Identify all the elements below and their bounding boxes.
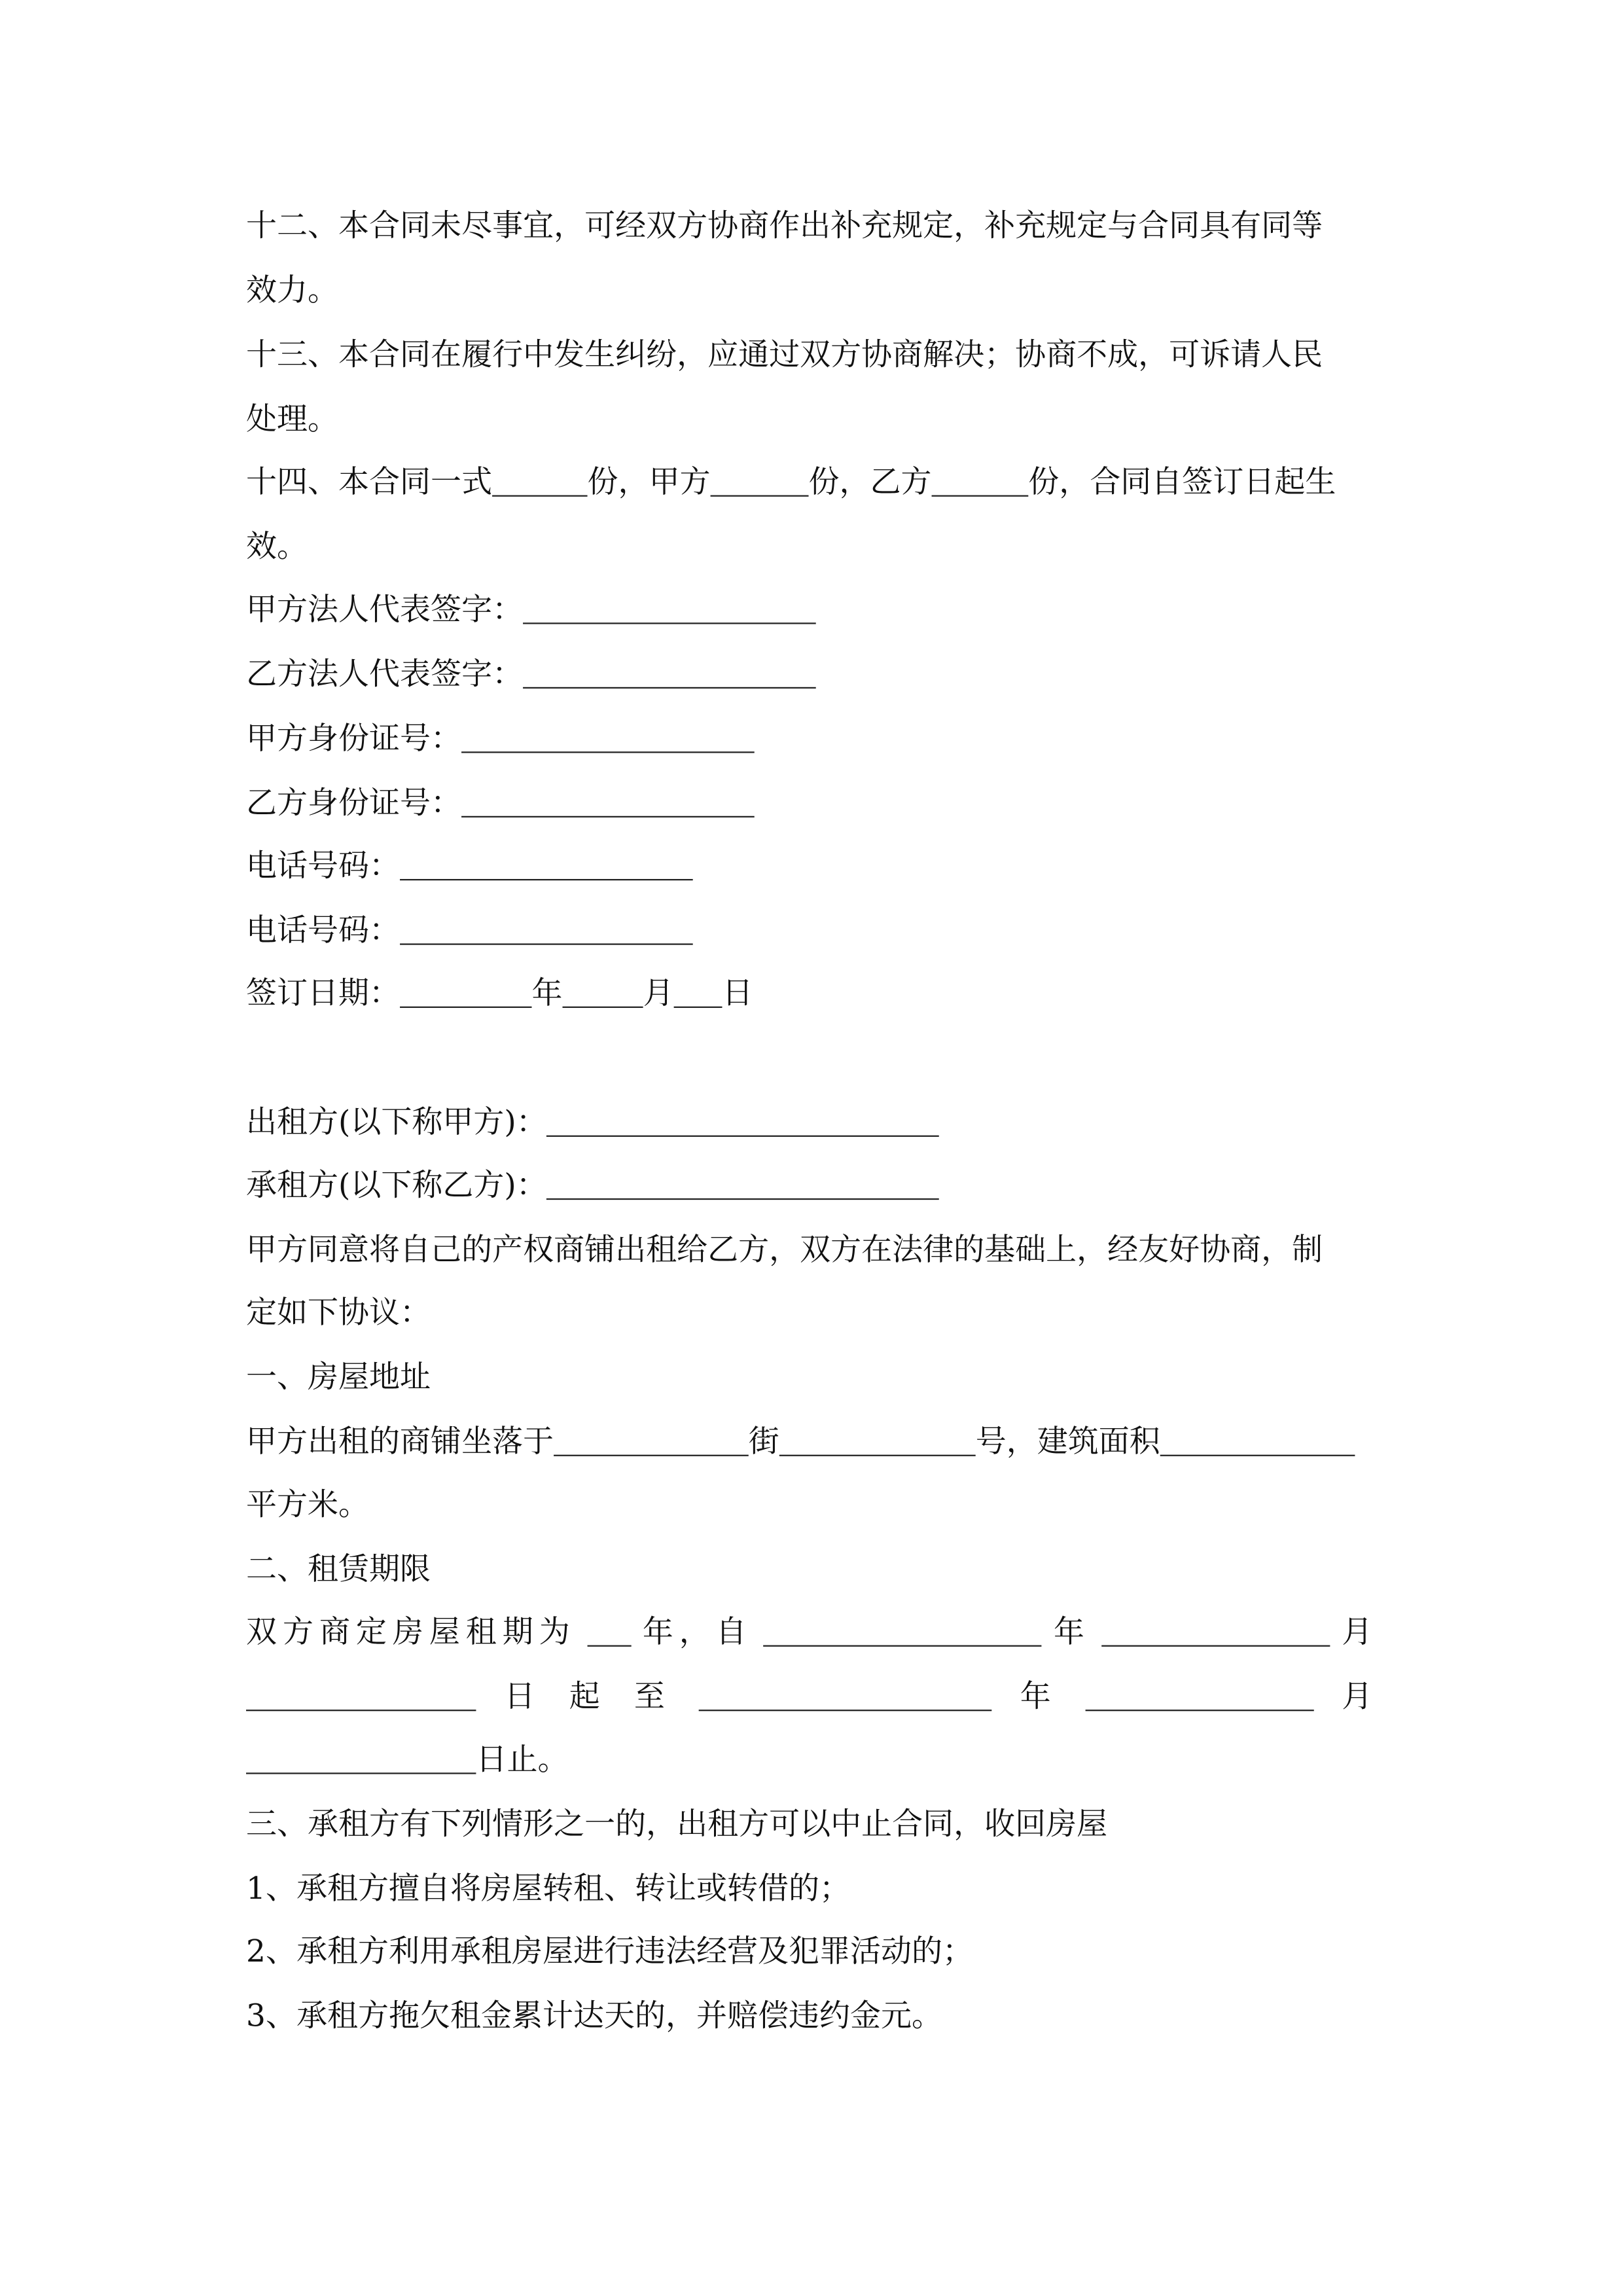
text-line xyxy=(246,974,753,1012)
fill-in-blank[interactable] xyxy=(547,1103,940,1136)
text-line xyxy=(246,207,1323,245)
line-text: 街 xyxy=(748,1424,779,1460)
text-line xyxy=(246,1230,1323,1268)
text-line xyxy=(246,1677,1378,1715)
line-text: 号，建筑面积 xyxy=(975,1424,1160,1460)
line-text: 份，乙方 xyxy=(808,464,932,500)
line-text: 效。 xyxy=(246,529,308,564)
text-line xyxy=(246,719,755,757)
line-text: 一、房屋地址 xyxy=(246,1359,431,1395)
line-text: 2、承租方利用承租房屋进行违法经营及犯罪活动的； xyxy=(246,1933,974,1969)
text-line xyxy=(246,911,693,949)
line-text: 年 xyxy=(1020,1679,1057,1714)
line-text: 至 xyxy=(633,1679,671,1714)
line-text: 年，自 xyxy=(642,1614,753,1650)
line-text: 出租方(以下称甲方)： xyxy=(246,1104,547,1140)
line-text: 甲方身份证号： xyxy=(246,721,462,756)
text-line xyxy=(246,1358,431,1396)
line-text: 起 xyxy=(569,1679,606,1714)
text-line xyxy=(246,1740,568,1778)
text-line xyxy=(246,528,308,565)
fill-in-blank[interactable] xyxy=(1085,1677,1313,1711)
line-text: 效力。 xyxy=(246,272,339,308)
line-text: 日止。 xyxy=(476,1742,569,1778)
line-text: 十二、本合同未尽事宜，可经双方协商作出补充规定，补充规定与合同具有同等 xyxy=(246,207,1323,243)
fill-in-blank[interactable] xyxy=(563,974,643,1007)
fill-in-blank[interactable] xyxy=(587,1613,631,1646)
line-text: 二、租赁期限 xyxy=(246,1551,431,1587)
line-text: 3、承租方拖欠租金累计达天的，并赔偿违约金元。 xyxy=(246,1998,943,2034)
line-text: 月 xyxy=(1342,1614,1379,1650)
text-line xyxy=(246,1869,850,1907)
text-line xyxy=(246,1422,1355,1460)
fill-in-blank[interactable] xyxy=(674,974,722,1007)
fill-in-blank[interactable] xyxy=(711,463,809,496)
line-text: 日 xyxy=(504,1679,541,1714)
fill-in-blank[interactable] xyxy=(547,1166,940,1200)
text-line xyxy=(246,271,338,309)
fill-in-blank[interactable] xyxy=(400,847,693,880)
line-text: 三、承租方有下列情形之一的，出租方可以中止合同，收回房屋 xyxy=(246,1806,1108,1842)
text-line xyxy=(246,783,755,821)
text-line xyxy=(246,1805,1107,1843)
line-text: 乙方身份证号： xyxy=(246,785,462,821)
text-line xyxy=(246,1293,431,1331)
line-text: 日 xyxy=(722,975,753,1011)
text-line xyxy=(246,1932,973,1970)
line-text: 电话号码： xyxy=(246,912,401,948)
fill-in-blank[interactable] xyxy=(932,463,1029,496)
fill-in-blank[interactable] xyxy=(400,911,693,944)
line-text: 年 xyxy=(1054,1614,1090,1650)
line-text: 月 xyxy=(1342,1679,1379,1714)
line-text: 电话号码： xyxy=(246,848,401,884)
text-line xyxy=(246,1166,940,1204)
line-text: 甲方出租的商铺坐落于 xyxy=(246,1424,554,1460)
fill-in-blank[interactable] xyxy=(523,655,816,689)
text-line xyxy=(246,847,693,885)
fill-in-blank[interactable] xyxy=(764,1613,1042,1646)
fill-in-blank[interactable] xyxy=(699,1677,992,1711)
fill-in-blank[interactable] xyxy=(523,590,816,624)
line-text: 份，甲方 xyxy=(587,464,711,500)
line-text: 双方商定房屋租期为 xyxy=(246,1614,576,1650)
line-text: 年 xyxy=(531,975,563,1011)
fill-in-blank[interactable] xyxy=(779,1422,976,1456)
fill-in-blank[interactable] xyxy=(461,783,755,817)
fill-in-blank[interactable] xyxy=(1160,1422,1355,1456)
line-text: 十三、本合同在履行中发生纠纷，应通过双方协商解决；协商不成，可诉请人民 xyxy=(246,336,1323,372)
fill-in-blank[interactable] xyxy=(1102,1613,1330,1646)
line-text: 月 xyxy=(643,975,674,1011)
line-text: 乙方法人代表签字： xyxy=(246,656,524,692)
text-line xyxy=(246,463,1336,501)
text-line xyxy=(246,1103,940,1141)
line-text: 处理。 xyxy=(246,401,339,437)
text-line xyxy=(246,1550,431,1588)
text-line xyxy=(246,1613,1378,1651)
line-text: 定如下协议： xyxy=(246,1295,431,1331)
fill-in-blank[interactable] xyxy=(246,1677,476,1711)
fill-in-blank[interactable] xyxy=(246,1740,476,1774)
line-text: 份，合同自签订日起生 xyxy=(1028,464,1336,500)
line-text: 1、承租方擅自将房屋转租、转让或转借的； xyxy=(246,1871,851,1907)
fill-in-blank[interactable] xyxy=(554,1422,749,1456)
fill-in-blank[interactable] xyxy=(400,974,531,1007)
line-text: 承租方(以下称乙方)： xyxy=(246,1167,547,1203)
line-text: 签订日期： xyxy=(246,975,401,1011)
fill-in-blank[interactable] xyxy=(492,463,587,496)
text-line xyxy=(246,590,816,628)
text-line xyxy=(246,655,816,693)
text-line xyxy=(246,1486,369,1524)
text-line xyxy=(246,400,338,438)
line-text: 甲方同意将自己的产权商铺出租给乙方，双方在法律的基础上，经友好协商，制 xyxy=(246,1232,1323,1268)
fill-in-blank[interactable] xyxy=(461,719,755,753)
line-text: 平方米。 xyxy=(246,1486,370,1522)
line-text: 十四、本合同一式 xyxy=(246,464,493,500)
line-text: 甲方法人代表签字： xyxy=(246,592,524,627)
text-line xyxy=(246,336,1323,374)
text-line xyxy=(246,1997,942,2035)
